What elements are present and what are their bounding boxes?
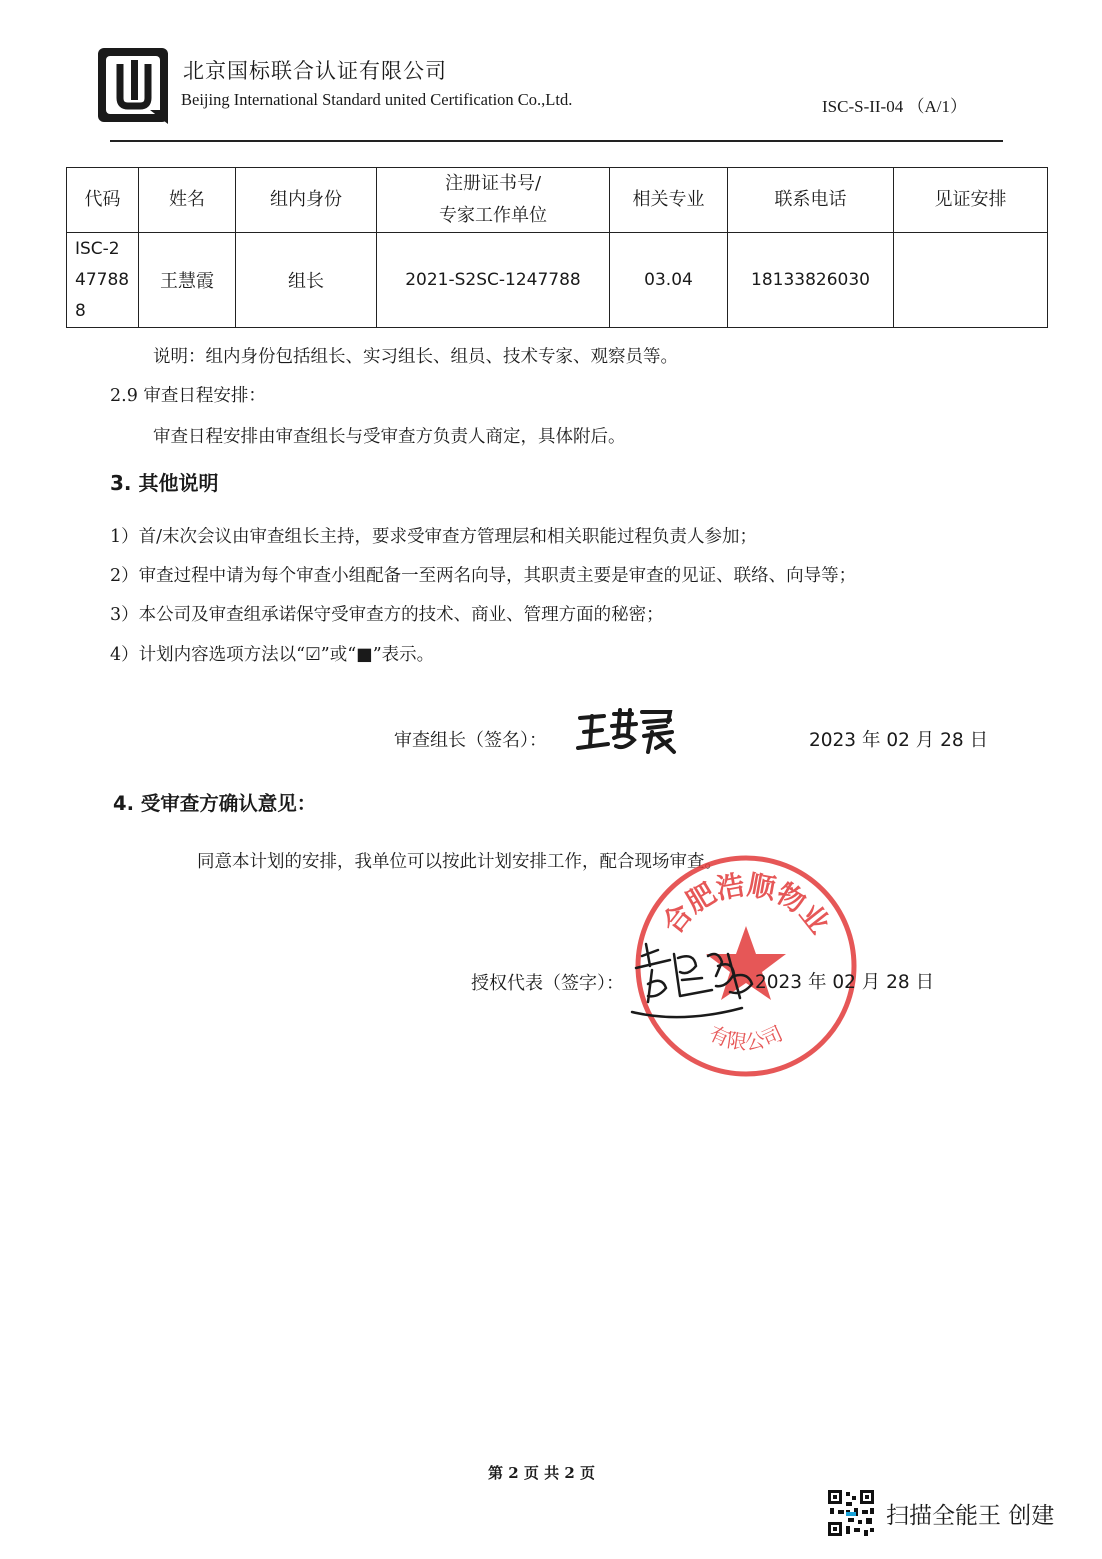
stamp-text-bottom: 有限公司: [705, 1020, 787, 1055]
stamp-text-top: 合肥浩顺物业: [655, 868, 837, 940]
leader-sign-date: 2023 年 02 月 28 日: [809, 730, 989, 751]
section-2-9-body: 审查日程安排由审查组长与受审查方负责人商定，具体附后。: [153, 427, 626, 447]
qr-code-graphic: [826, 1488, 876, 1538]
qr-code-icon: [826, 1488, 876, 1538]
leader-signature: [574, 706, 684, 756]
role-note: 说明：组内身份包括组长、实习组长、组员、技术专家、观察员等。: [153, 347, 678, 367]
section-3-title: 3. 其他说明: [110, 471, 219, 495]
col-header-role: 组内身份: [236, 168, 377, 233]
col-header-code: 代码: [67, 168, 139, 233]
section-4-body: 同意本计划的安排，我单位可以按此计划安排工作，配合现场审查。: [197, 852, 722, 872]
table-header-row: [67, 168, 1048, 233]
cell-specialty: 03.04: [610, 233, 728, 328]
handwritten-signature-icon: [574, 706, 684, 756]
cell-code: [67, 233, 139, 328]
cell-witness: [894, 233, 1048, 328]
company-logo: [96, 46, 172, 126]
col-header-cert-line2: 专家工作单位: [439, 205, 547, 226]
company-name-cn: 北京国标联合认证有限公司: [183, 59, 447, 83]
list-item: 4）计划内容选项方法以“☑”或“■”表示。: [110, 645, 435, 665]
audit-team-table: [66, 167, 1048, 328]
list-item: 2）审查过程中请为每个审查小组配备一至两名向导，其职责主要是审查的见证、联络、向导等；: [110, 566, 857, 586]
leader-sign-label: 审查组长（签名）：: [394, 730, 547, 751]
table-row: [67, 233, 1048, 328]
col-header-name: 姓名: [139, 168, 236, 233]
col-header-cert-line1: 注册证书号/: [444, 173, 542, 194]
section-2-9-title: 2.9 审查日程安排：: [110, 386, 266, 406]
auth-sign-label: 授权代表（签字）：: [471, 973, 624, 994]
col-header-specialty: 相关专业: [610, 168, 728, 233]
company-name-en: Beijing International Standard united Certification Co.,Ltd.: [181, 90, 573, 109]
cell-cert-no: 2021-S2SC-1247788: [377, 233, 610, 328]
cell-name: 王慧霞: [139, 233, 236, 328]
cell-code-line2: 47788: [75, 269, 130, 290]
list-item: 1）首/末次会议由审查组长主持，要求受审查方管理层和相关职能过程负责人参加；: [110, 527, 758, 547]
document-code: ISC-S-II-04 （A/1）: [822, 97, 967, 116]
page-number: 第 2 页 共 2 页: [488, 1464, 595, 1482]
auth-sign-date: 2023 年 02 月 28 日: [755, 972, 935, 993]
col-header-phone: 联系电话: [728, 168, 894, 233]
cell-code-line1: ISC-2: [75, 238, 120, 259]
scanner-watermark: 扫描全能王 创建: [886, 1503, 1055, 1529]
col-header-cert: [377, 168, 610, 233]
cell-code-line3: 8: [75, 300, 86, 321]
cell-role: 组长: [236, 233, 377, 328]
section-4-title: 4. 受审查方确认意见：: [113, 792, 317, 815]
cell-phone: 18133826030: [728, 233, 894, 328]
isc-logo-icon: [96, 46, 172, 126]
header-divider: [110, 140, 1003, 142]
list-item: 3）本公司及审查组承诺保守受审查方的技术、商业、管理方面的秘密；: [110, 605, 664, 625]
col-header-witness: 见证安排: [894, 168, 1048, 233]
